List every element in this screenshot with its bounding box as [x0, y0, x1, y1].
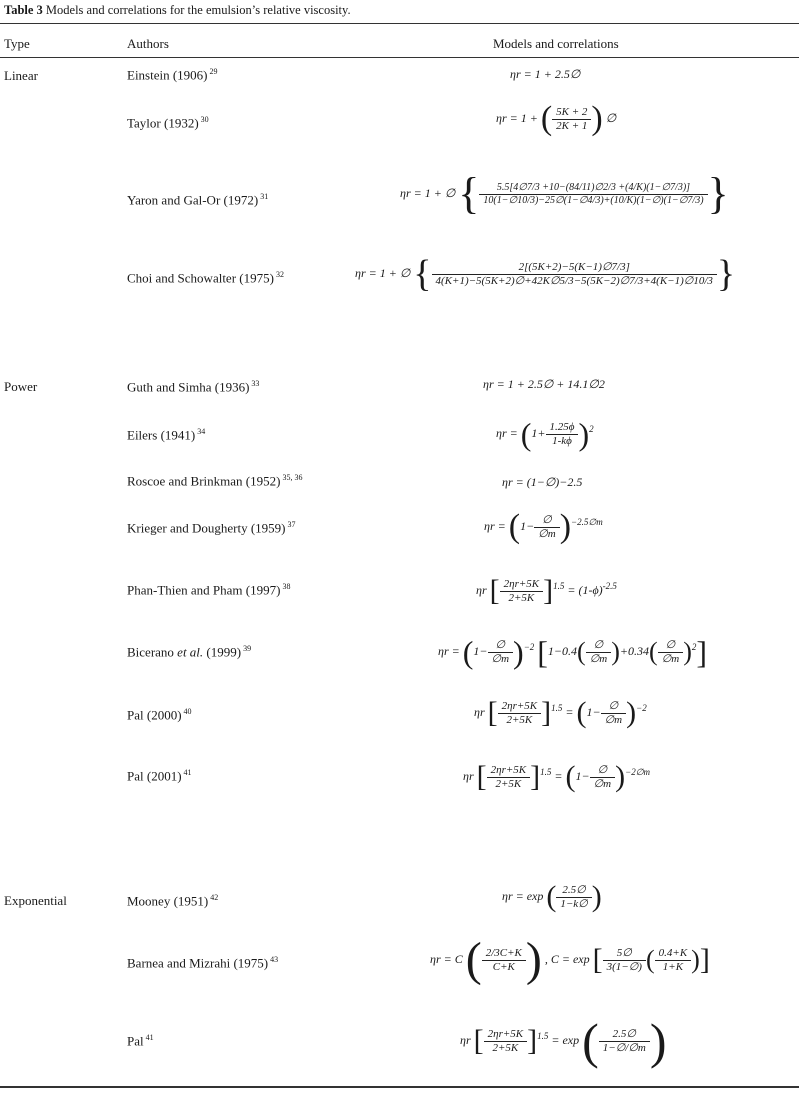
eq-guth: ηr = 1 + 2.5∅ + 14.1∅2 [483, 377, 605, 391]
eq-choi: ηr = 1 + ∅ { $\frac{2[(5K+2)-5(K-1)\emptyset 7/3]}{4(K+1)-5(5K+2)\emptyset+42K\emptyset 5/3-5(5K-2)\emptyset 7/3+4(K-1)\emptyset 10/3}$ } [355, 253, 736, 295]
eq-einstein: ηr = 1 + 2.5∅ [510, 67, 581, 81]
author-pal: Pal $^{41}$ [127, 1033, 154, 1049]
type-power: Power [4, 379, 38, 394]
type-linear: Linear [4, 68, 38, 83]
author-taylor: Taylor (1932) $^{30}$ [127, 115, 209, 131]
author-pal-2001: Pal (2001) $^{41}$ [127, 768, 192, 784]
top-rule [0, 23, 799, 24]
header-models: Models and correlations [493, 36, 619, 51]
header-authors: Authors [127, 36, 169, 51]
bottom-rule [0, 1086, 799, 1088]
author-choi: Choi and Schowalter (1975) $^{32}$ [127, 270, 284, 286]
eq-eilers: ηr = (1+ $\frac{1.25\phi}{1-k\phi}$ )$^2$ [496, 416, 594, 452]
header-type: Type [4, 36, 30, 51]
author-barnea: Barnea and Mizrahi (1975) $^{43}$ [127, 955, 279, 971]
eq-barnea: ηr = C ( $\frac{2/3C+K}{C+K}$ ) , C = exp [ $\frac{5\emptyset}{3(1-\emptyset)}$ ( $\frac{0.4+K}{1+K}$ )] [430, 933, 710, 986]
eq-yaron: ηr = 1 + ∅ { $\frac{5.5[4\emptyset 7/3 +10-(84/11)\emptyset 2/3 +(4/K)(1-\emptyset 7/3)]}{10(1-\emptyset 10/3)-25\emptyset(1-\emptyset 4/3)+(10/K)(1-\emptyset)(1-\emptyset 7/3)}$ } [400, 169, 729, 218]
eq-phan-thien: ηr [ $\frac{2\eta r+5K}{2+5K}$ ]$^{1.5} = (1-\phi)^{-2.5}$ [476, 574, 617, 607]
eq-pal-2001: ηr [ $\frac{2\eta r+5K}{2+5K}$ ]$^{1.5}$ = (1− $\frac{\emptyset}{\emptyset m}$ )$^{-2\emptyset m}$ [463, 760, 651, 793]
header-rule [0, 57, 799, 58]
author-mooney: Mooney (1951) $^{42}$ [127, 893, 219, 909]
eq-pal-2000: ηr [ $\frac{2\eta r+5K}{2+5K}$ ]$^{1.5}$ = (1− $\frac{\emptyset}{\emptyset m}$ )$^{-2}$ [474, 696, 647, 729]
eq-roscoe: ηr = (1−∅)−2.5 [502, 475, 583, 489]
eq-pal: ηr [ $\frac{2\eta r+5K}{2+5K}$ ]$^{1.5}$ = exp ( $\frac{2.5\emptyset}{1-\emptyset/\emptyset m}$ ) [460, 1013, 667, 1069]
author-pal-2000: Pal (2000) $^{40}$ [127, 707, 192, 723]
eq-mooney: ηr = exp ( $\frac{2.5\emptyset}{1-k\emptyset}$ ) [502, 880, 602, 913]
eq-krieger: ηr = (1− $\frac{\emptyset}{\emptyset m}$ )$^{-2.5\emptyset m}$ [484, 508, 603, 545]
type-exponential: Exponential [4, 893, 67, 908]
table-title: Models and correlations for the emulsion’s relative viscosity. [45, 3, 351, 17]
table-label: Table 3 [4, 3, 43, 17]
table-caption [4, 3, 351, 18]
author-guth: Guth and Simha (1936) $^{33}$ [127, 379, 260, 395]
author-eilers: Eilers (1941) $^{34}$ [127, 427, 206, 443]
author-phan-thien: Phan-Thien and Pham (1997) $^{38}$ [127, 582, 291, 598]
eq-taylor: ηr = 1 + ( $\frac{5K + 2}{2K + 1}$ ) ∅ [496, 100, 617, 137]
author-yaron: Yaron and Gal-Or (1972) $^{31}$ [127, 192, 269, 208]
author-einstein: Einstein (1906) $^{29}$ [127, 67, 218, 83]
author-bicerano: Bicerano et al. (1999) $^{39}$ [127, 644, 252, 660]
author-roscoe: Roscoe and Brinkman (1952) $^{35, 36}$ [127, 473, 303, 489]
eq-bicerano: ηr = (1− $\frac{\emptyset}{\emptyset m}$ )$^{-2}$ [1−0.4( $\frac{\emptyset}{\emptyset m}$ )+0.34( $\frac{\emptyset}{\emptyset m}$ )$^2$] [438, 634, 708, 670]
author-krieger: Krieger and Dougherty (1959) $^{37}$ [127, 520, 296, 536]
